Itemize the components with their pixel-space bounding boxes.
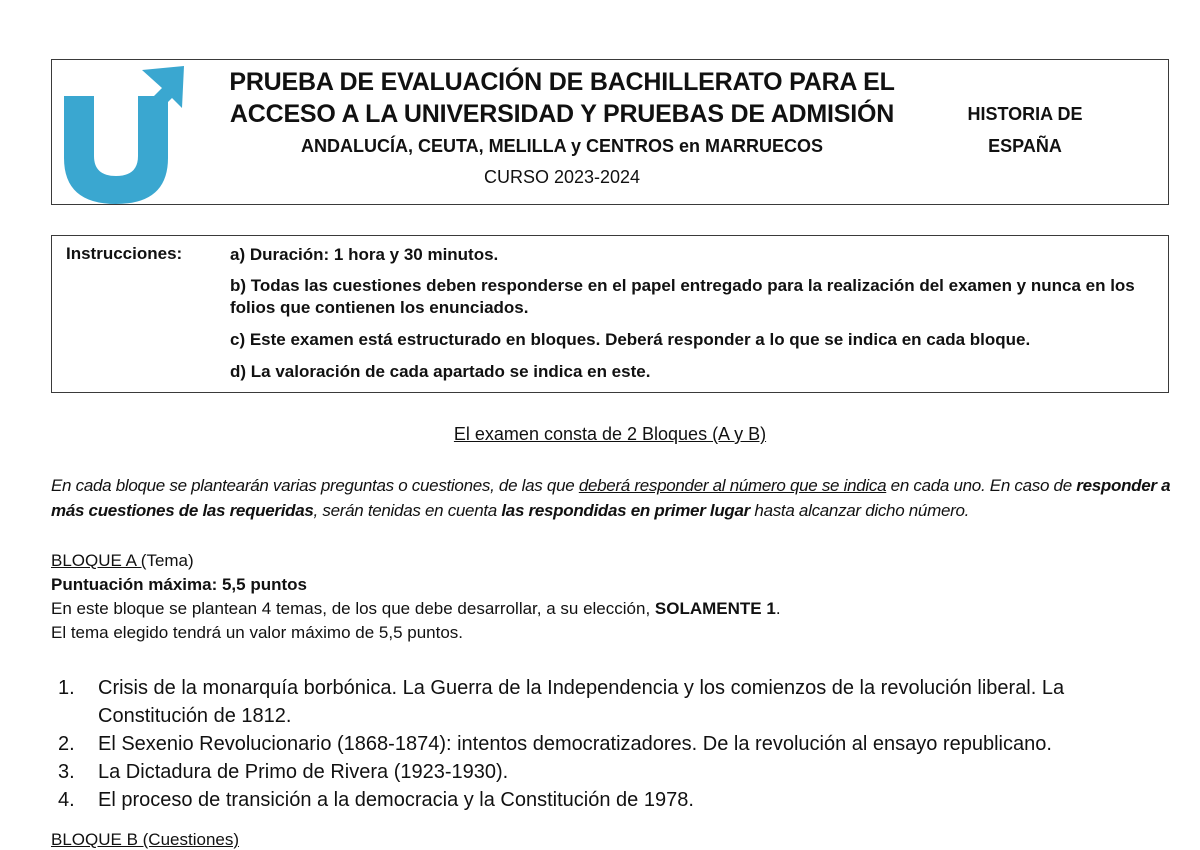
intro-underlined-text: deberá responder al número que se indica — [578, 476, 887, 495]
exam-structure-heading: El examen consta de 2 Bloques (A y B) — [453, 424, 767, 444]
intro-bold-text: responder a más cuestiones de las requeridas — [51, 476, 1171, 520]
subject-line-1: HISTORIA DE — [967, 104, 1083, 124]
exam-title-block — [212, 66, 912, 188]
topic-item — [58, 674, 1138, 730]
description-text: . — [775, 599, 781, 618]
topic-number: 2. — [58, 733, 75, 755]
exam-structure-intro — [51, 473, 1181, 523]
description-text: En este bloque se plantean 4 temas, de los que debe desarrollar, a su elección, — [51, 599, 655, 618]
block-b-title: BLOQUE B (Cuestiones) — [51, 830, 240, 849]
intro-text: , serán tenidas en cuenta — [313, 501, 502, 520]
block-a-title-rest: Tema) — [146, 551, 194, 570]
topic-text: El Sexenio Revolucionario (1868-1874): intentos democratizadores. De la revolución al ensayo republicano. — [98, 733, 1052, 755]
topic-text: El proceso de transición a la democracia y la Constitución de 1978. — [98, 789, 694, 811]
intro-text: en cada uno. En caso de — [886, 476, 1077, 495]
instruction-item: d) La valoración de cada apartado se indica en este. — [230, 362, 651, 381]
topic-item — [58, 730, 1138, 758]
intro-bold-text: las respondidas en primer lugar — [501, 501, 750, 520]
description-bold-text: SOLAMENTE 1 — [654, 599, 776, 618]
exam-course: CURSO 2023-2024 — [483, 167, 641, 187]
topic-text: La Dictadura de Primo de Rivera (1923-1930). — [98, 761, 509, 783]
topic-item — [58, 786, 1138, 814]
instructions-box — [51, 235, 1169, 393]
topic-number: 4. — [58, 789, 75, 811]
block-a-max-score: Puntuación máxima: 5,5 puntos — [51, 575, 307, 594]
exam-region: ANDALUCÍA, CEUTA, MELILLA y CENTROS en MARRUECOS — [301, 136, 823, 156]
topic-number: 1. — [58, 677, 75, 699]
instruction-item: b) Todas las cuestiones deben responderse en el papel entregado para la realización del examen y nunca en los folios que contienen los enunciados. — [230, 276, 1135, 317]
block-a-title-underlined: BLOQUE A ( — [51, 551, 147, 570]
topic-text: Crisis de la monarquía borbónica. La Guerra de la Independencia y los comienzos de la revolución liberal. La Constitución de 1812. — [98, 677, 1065, 727]
exam-subject — [930, 98, 1120, 162]
exam-header — [51, 59, 1169, 205]
exam-title-line-1: PRUEBA DE EVALUACIÓN DE BACHILLERATO PARA EL — [229, 68, 895, 96]
logo-u-shape — [64, 96, 168, 204]
block-a-description — [51, 597, 1171, 621]
intro-text: hasta alcanzar dicho número. — [750, 501, 970, 520]
exam-title-line-2: ACCESO A LA UNIVERSIDAD Y PRUEBAS DE ADMISIÓN — [229, 100, 895, 128]
block-a-title — [51, 549, 1171, 573]
instruction-item: a) Duración: 1 hora y 30 minutos. — [230, 245, 499, 264]
topic-number: 3. — [58, 761, 75, 783]
block-a-section — [51, 549, 1171, 645]
intro-text: En cada bloque se plantearán varias preguntas o cuestiones, de las que — [51, 476, 579, 495]
instruction-item: c) Este examen está estructurado en bloques. Deberá responder a lo que se indica en cada bloque. — [230, 330, 1031, 349]
instructions-list — [230, 244, 1150, 393]
topic-item — [58, 758, 1138, 786]
university-logo-icon — [60, 64, 188, 204]
subject-line-2: ESPAÑA — [988, 136, 1062, 156]
block-a-value-note: El tema elegido tendrá un valor máximo de 5,5 puntos. — [51, 623, 464, 642]
block-a-topic-list — [58, 674, 1138, 814]
instructions-label: Instrucciones: — [66, 244, 183, 263]
